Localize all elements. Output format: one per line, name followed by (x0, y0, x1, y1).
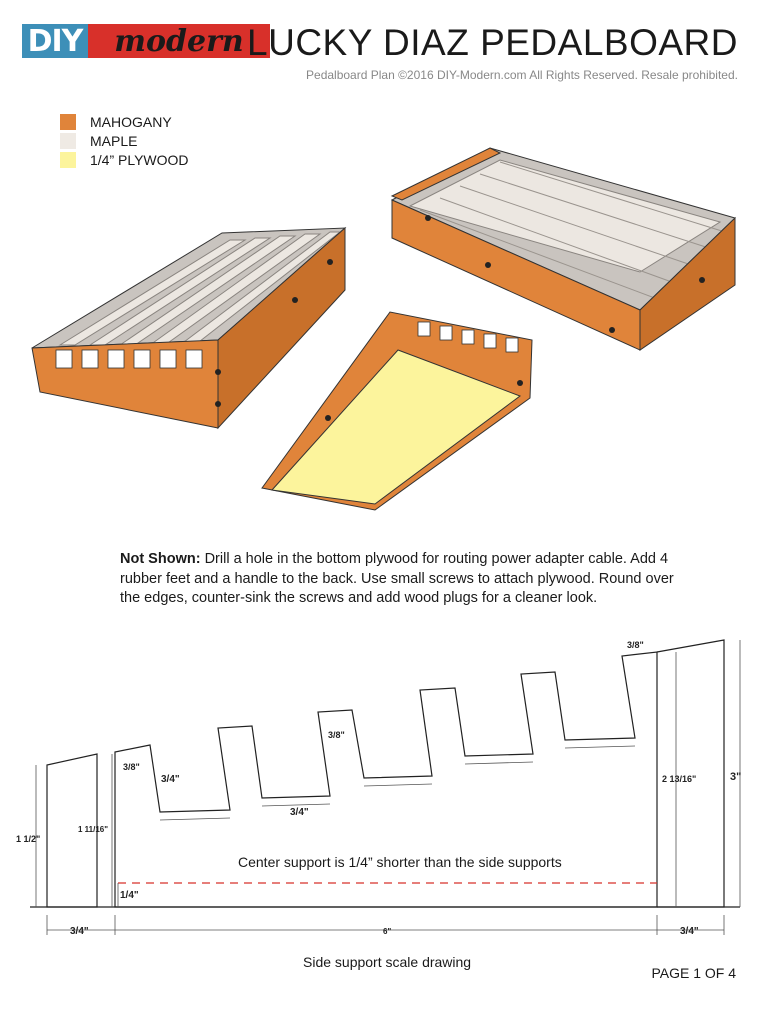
dim-bottom-left: 3/4" (70, 926, 89, 937)
not-shown-note (120, 550, 680, 609)
drawing-caption: Side support scale drawing (303, 954, 472, 970)
copyright-subtitle: Pedalboard Plan ©2016 DIY-Modern.com All Rights Reserved. Resale prohibited. (306, 68, 738, 82)
note-heading: Not Shown: (120, 551, 201, 567)
right-board-view (392, 148, 735, 350)
dim-top-right: 3/8" (627, 640, 644, 650)
logo-modern: modern (88, 24, 270, 58)
legend-label: MAHOGANY (90, 113, 172, 130)
dim-notch-gap: 3/4" (290, 807, 309, 818)
dim-bottom-center: 6" (383, 927, 392, 936)
note-text: Drill a hole in the bottom plywood for routing power adapter cable. Add 4 rubber feet and a handle to the back. Use small screws to attach plywood. Round over the edges, counter-sink the screws and add wood plugs for a cleaner look. (120, 551, 674, 606)
dim-left-height: 1 1/2" (16, 834, 41, 844)
page-number: PAGE 1 OF 4 (651, 965, 736, 981)
dim-notch-depth: 3/4" (161, 774, 180, 785)
dim-quarter: 1/4" (120, 890, 139, 901)
legend-label: 1/4” PLYWOOD (90, 151, 189, 168)
logo-diy: DIY (22, 24, 88, 58)
page-title: LUCKY DIAZ PEDALBOARD (247, 22, 738, 63)
dim-notch-top-second: 3/8" (328, 730, 345, 740)
dim-right-inner-height: 2 13/16" (662, 774, 697, 784)
dim-right-height: 3" (730, 771, 742, 783)
dim-notch-top-first: 3/8" (123, 762, 140, 772)
left-board-view (32, 228, 345, 428)
bottom-board-view (262, 312, 532, 510)
center-support-note: Center support is 1/4” shorter than the side supports (238, 854, 562, 870)
legend-label: MAPLE (90, 132, 138, 149)
side-support-drawing (0, 630, 768, 960)
dim-inner-left-height: 1 11/16" (78, 825, 109, 834)
dim-bottom-right: 3/4" (680, 926, 699, 937)
